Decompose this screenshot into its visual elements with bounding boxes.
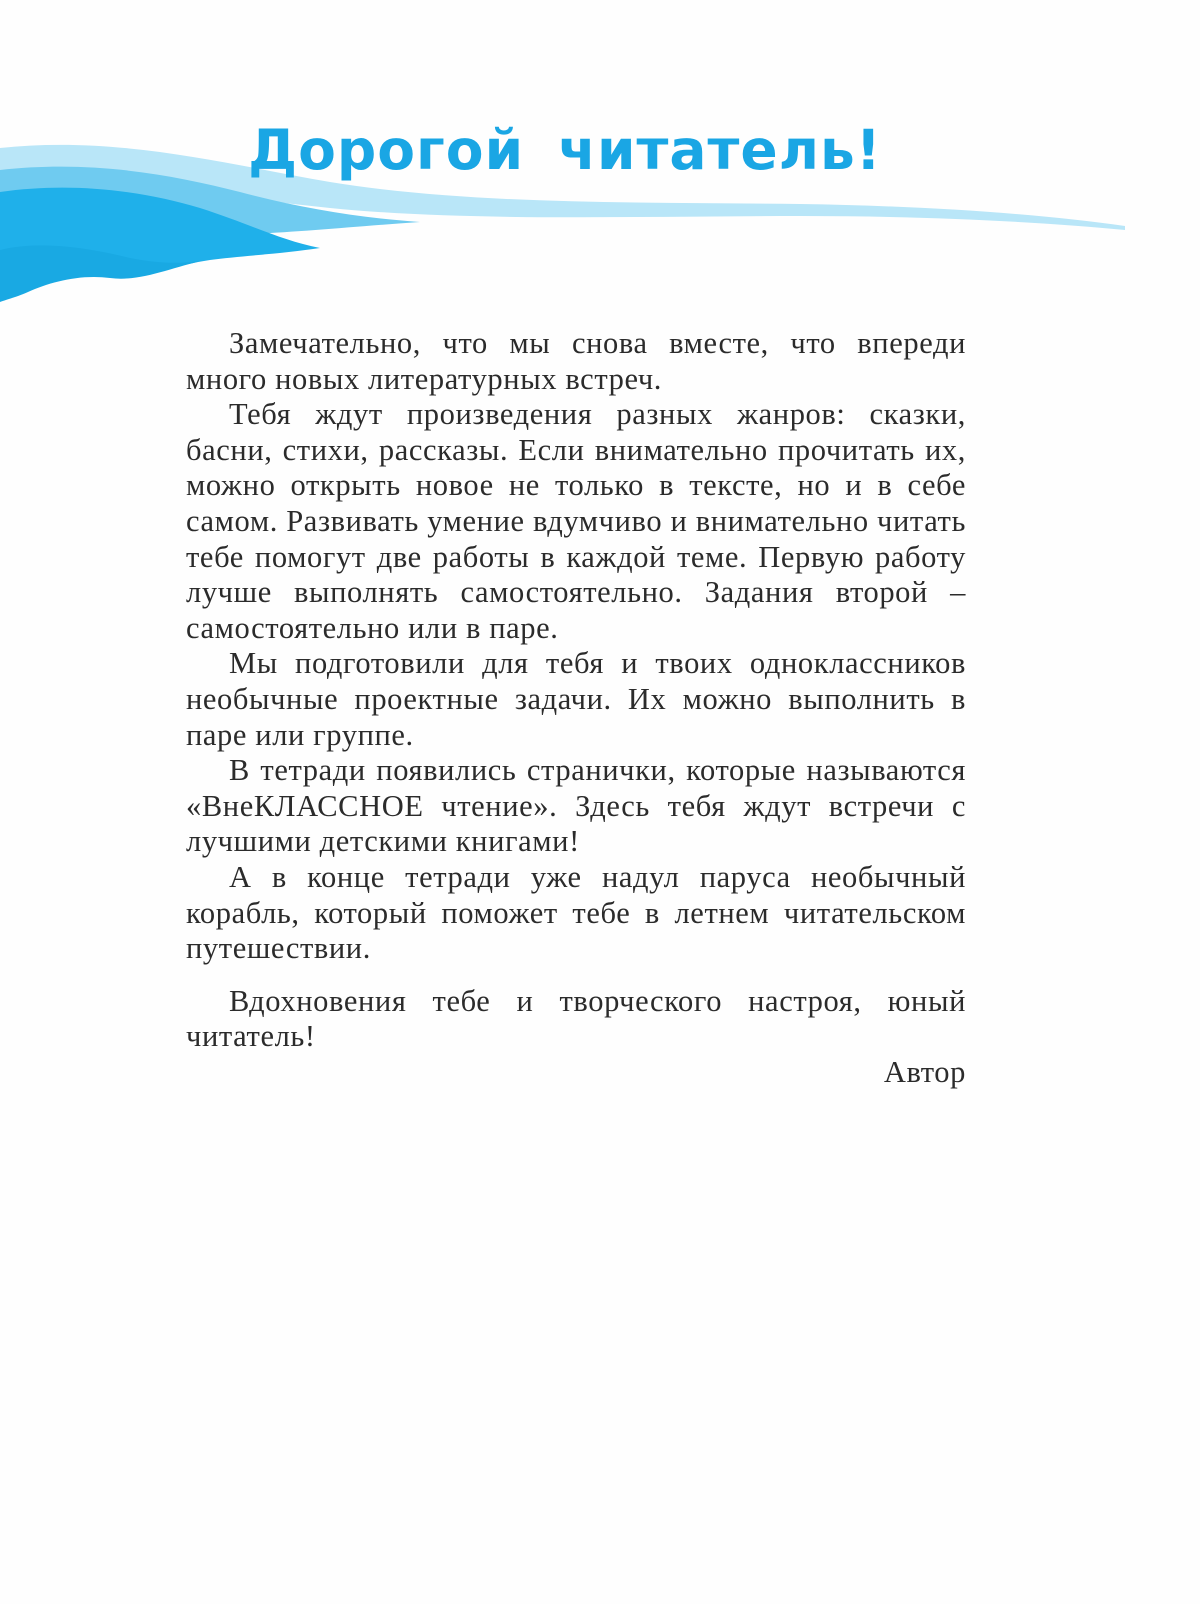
paragraph-4: В тетради появились странички, которые называются «ВнеКЛАССНОЕ чтение». Здесь тебя ждут встречи с лучшими детскими книгами! [186, 753, 966, 859]
greeting: Вдохновения тебе и творческого настроя, юный читатель! [186, 983, 966, 1054]
page-title: Дорогой читатель! [248, 118, 882, 182]
paragraph-5: А в конце тетради уже надул паруса необычный корабль, который поможет тебе в летнем читательском путешествии. [186, 859, 966, 966]
letter-body [186, 326, 966, 1090]
paragraph-2: Тебя ждут произведения разных жанров: сказки, басни, стихи, рассказы. Если внимательно прочитать их, можно открыть новое не только в тексте, но и в себе самом. Развивать умение вдумчиво и внимательно читать тебе помогут две работы в каждой теме. Первую работу лучше выполнять самостоятельно. Задания второй – самостоятельно или в паре. [186, 397, 966, 645]
paragraph-3: Мы подготовили для тебя и твоих одноклассников необычные проектные задачи. Их можно выполнить в паре или группе. [186, 646, 966, 752]
paragraph-1: Замечательно, что мы снова вместе, что впереди много новых литературных встреч. [186, 326, 966, 396]
author-signature: Автор [883, 1054, 966, 1089]
